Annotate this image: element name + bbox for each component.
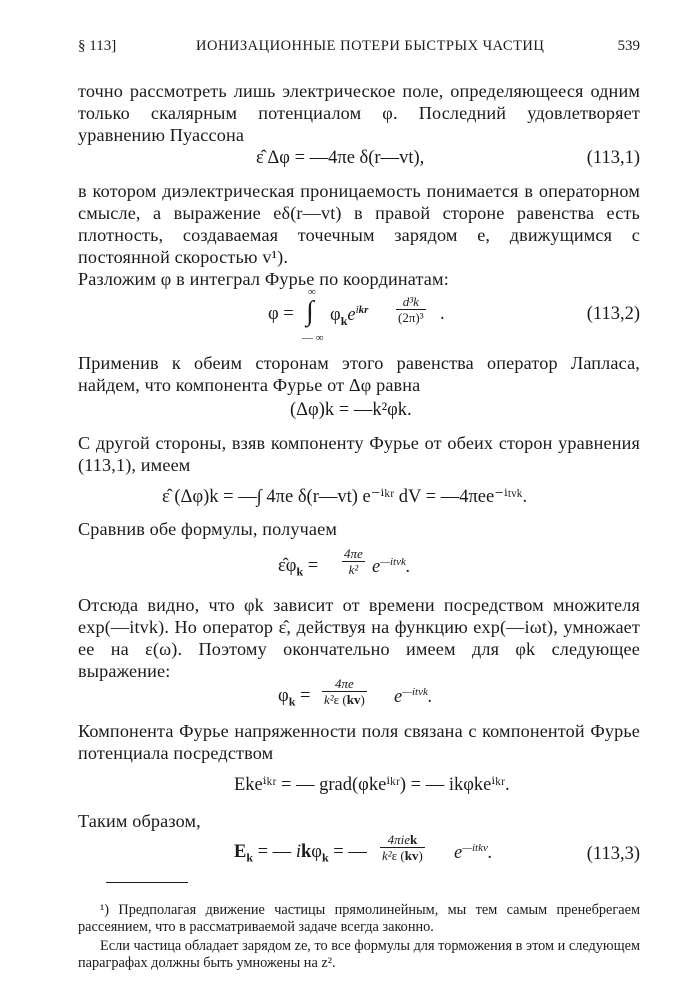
eq5-fraction: $\frac{4\pi e}{\text{k²}}$	[344, 546, 363, 577]
running-header	[78, 38, 640, 58]
eq2-upper-limit: ∞	[308, 286, 316, 298]
book-page	[78, 0, 640, 1000]
paragraph-4: Применив к обеим сторонам этого равенства оператор Лапласа, найдем, что компонента Фурье от Δφ равна	[78, 353, 640, 395]
section-ref: § 113]	[78, 38, 117, 54]
paragraph-7: Отсюда видно, что φk зависит от времени посредством множителя exp(—itvk). Но оператор ε̂, действуя на функцию exp(—iωt), умножает ее на ε(ω). Поэтому окончательно имеем для φk следующее выражение:	[78, 595, 640, 681]
eq2-fraction: $\frac{\text{d³k}}{\text{(2π)³}}$	[398, 294, 424, 325]
paragraph-6: Сравнив обе формулы, получаем	[78, 519, 338, 539]
equation-fourier-both-sides: ε̂ (Δφ)k = —∫ 4πe δ(r—vt) e⁻ⁱᵏʳ dV = —4πee⁻ⁱᵗᵛᵏ.	[162, 487, 528, 507]
footnote-1: ¹) Предполагая движение частицы прямолинейным, мы тем самым пренебрегаем рассеянием, что в рассматриваемой задаче всегда законно.	[78, 902, 640, 935]
equation-field-potential: Ekeⁱᵏʳ = — grad(φkeⁱᵏʳ) = — ikφkeⁱᵏʳ.	[234, 775, 510, 795]
eq2-integrand: $\varphi_ke^{ikr}$	[330, 304, 369, 328]
eq2-lower-limit: — ∞	[302, 332, 324, 344]
eq8-lhs: $E_k$ = — ikφ$_k$ = —	[234, 842, 367, 865]
eq6-exponent: $e^{—itvk}$.	[394, 686, 433, 708]
equation-number-113-3: (113,3)	[586, 844, 640, 864]
eq5-exponent: $e^{—itvk}$.	[372, 556, 411, 578]
paragraph-2: в котором диэлектрическая проницаемость понимается в операторном смысле, а выражение eδ(r—vt) в правой стороне равенства есть плотность, создаваемая точечным зарядом e, движущимся с постоянной скоростью v¹).	[78, 181, 640, 267]
page-number: 539	[617, 38, 640, 54]
equation-number-113-1: (113,1)	[586, 148, 640, 168]
running-title: ИОНИЗАЦИОННЫЕ ПОТЕРИ БЫСТРЫХ ЧАСТИЦ	[196, 38, 545, 54]
eq2-dot: .	[440, 304, 445, 324]
equation-fourier-laplace: (Δφ)k = —k²φk.	[290, 400, 412, 420]
paragraph-3: Разложим φ в интеграл Фурье по координатам:	[78, 269, 449, 289]
footnote-2: Если частица обладает зарядом ze, то все формулы для торможения в этом и следующем параграфах должны быть умножены на z².	[78, 938, 640, 971]
eq6-lhs: $\varphi_k$ =	[278, 686, 311, 709]
paragraph-5: С другой стороны, взяв компоненту Фурье от обеих сторон уравнения (113,1), имеем	[78, 433, 640, 475]
paragraph-8: Компонента Фурье напряженности поля связана с компонентой Фурье потенциала посредством	[78, 721, 640, 763]
equation-number-113-2: (113,2)	[586, 304, 640, 324]
footnote-separator	[106, 882, 188, 883]
equation-113-1: ε̂ Δφ = —4πe δ(r—vt),	[256, 148, 425, 168]
paragraph-1: точно рассмотреть лишь электрическое поле, определяющееся одним только скалярным потенциалом φ. Последний удовлетворяет уравнению Пуассона	[78, 81, 640, 145]
eq5-lhs: $\varepsilon̂\varphi_k$ =	[278, 556, 319, 579]
eq2-lhs: φ =	[268, 304, 294, 324]
paragraph-9: Таким образом,	[78, 811, 201, 831]
eq8-exponent: $e^{—itkv}$.	[454, 842, 493, 864]
integral-sign: ∫	[306, 296, 314, 327]
eq8-fraction: 4πiek k²ε (kv)	[382, 832, 423, 863]
eq6-fraction: $\frac{4\pi e}{\text{k²ε (kv)}}$	[324, 676, 365, 707]
